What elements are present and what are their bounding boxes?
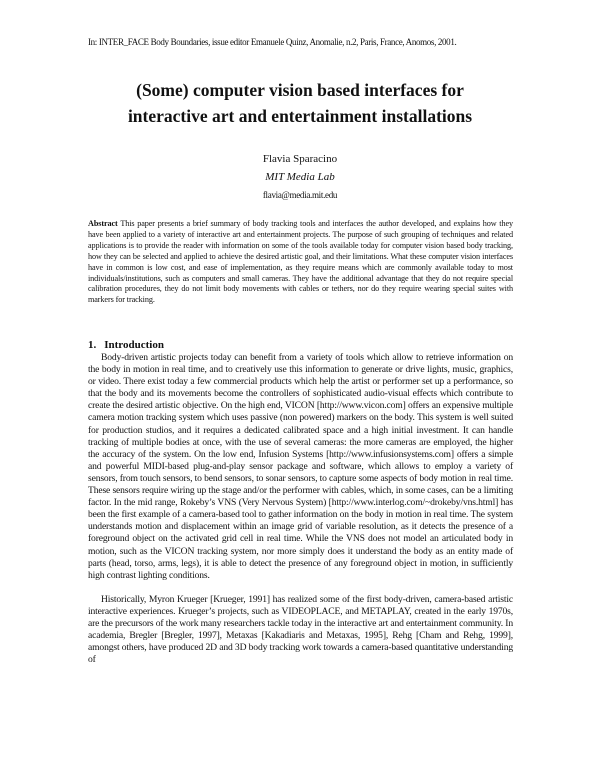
section-title: Introduction xyxy=(104,339,164,351)
paragraph: Historically, Myron Krueger [Krueger, 1991] has realized some of the first body-driven, camera-based artistic interactive experiences. Krueger’s projects, such as VIDEOPLACE, and METAPLAY, created in the early 1970s, are the precursors of the work many researchers tackle today in the interactive art and entertainment community. In academia, Bregler [Bregler, 1997], Metaxas [Kakadiaris and Metaxas, 1995], Rehg [Cham and Rehg, 1999], amongst others, have produced 2D and 3D body tracking work towards a camera-based quantitative understanding of xyxy=(88,593,513,666)
author-block xyxy=(150,150,450,204)
section-body xyxy=(88,352,513,666)
author-name: Flavia Sparacino xyxy=(262,153,338,165)
abstract-text: This paper presents a brief summary of body tracking tools and interfaces the author developed, and explains how they have been applied to a variety of interactive art and entertainment projects. The purpose of such grouping of techniques and related applications is to provide the reader with information on some of the tools available today for computer vision based body tracking, how they can be selected and applied to achieve the desired artistic goal, and their limitations. What these computer vision interfaces have in common is low cost, and ease of implementation, as they require means which are commonly available today to most individuals/institutions, such as computers and small cameras. They have the additional advantage that they do not require special calibration procedures, they do not limit body movements with cables or tethers, nor do they require wearing special suites with markers for tracking. xyxy=(88,219,513,305)
section-number: 1. xyxy=(88,339,97,351)
title-line-1: (Some) computer vision based interfaces for xyxy=(136,80,464,100)
abstract xyxy=(88,219,513,306)
paper-title xyxy=(40,77,560,129)
section-heading xyxy=(88,338,513,352)
publication-note: In: INTER_FACE Body Boundaries, issue editor Emanuele Quinz, Anomalie, n.2, Paris, France, Anomos, 2001. xyxy=(88,37,457,47)
paragraph: Body-driven artistic projects today can benefit from a variety of tools which allow to retrieve information on the body in motion in real time, and to creatively use this information to generate or drive lights, music, graphics, or video. There exist today a few commercial products which help the artist or performer set up a performance, so that the body and its movements become the controllers of sophisticated audio-visual effects which contribute to create the desired artistic objective. On the high end, VICON [http://www.vicon.com] offers an expensive multiple camera motion tracking system which uses passive (non powered) markers on the body. This system is well suited for production studios, and it requires a dedicated calibrated space and a high initial investment. It can handle tracking of multiple bodies at once, with the use of several cameras: the more cameras are employed, the higher the accuracy of the system. On the low end, Infusion Systems [http://www.infusionsystems.com] offers a simple and powerful MIDI-based plug-and-play sensor package and software, which allows to employ a variety of sensors, from touch sensors, to bend sensors, to sonar sensors, to capture some aspects of body motion in real time. These sensors require wiring up the stage and/or the performer with cables, which, in some cases, can be a limiting factor. In the mid range, Rokeby’s VNS (Very Nervous System) [http://www.interlog.com/~drokeby/vns.html] has been the first example of a camera-based tool to gather information on the body in motion in real time. The system understands motion and displacement within an image grid of variable resolution, as it detects the presence of a foreground object on the activated grid cell in real time. While the VNS does not model an articulated body in motion, such as the VICON tracking system, nor more simply does it understand the body as an entity made of parts (head, torso, arms, legs), it is able to detect the presence of any foreground object in motion, in sufficiently high contrast lighting conditions. xyxy=(88,352,513,581)
abstract-label: Abstract xyxy=(88,219,118,228)
author-email: flavia@media.mit.edu xyxy=(262,190,338,200)
author-affiliation: MIT Media Lab xyxy=(265,171,335,183)
title-line-2: interactive art and entertainment installations xyxy=(127,106,473,126)
